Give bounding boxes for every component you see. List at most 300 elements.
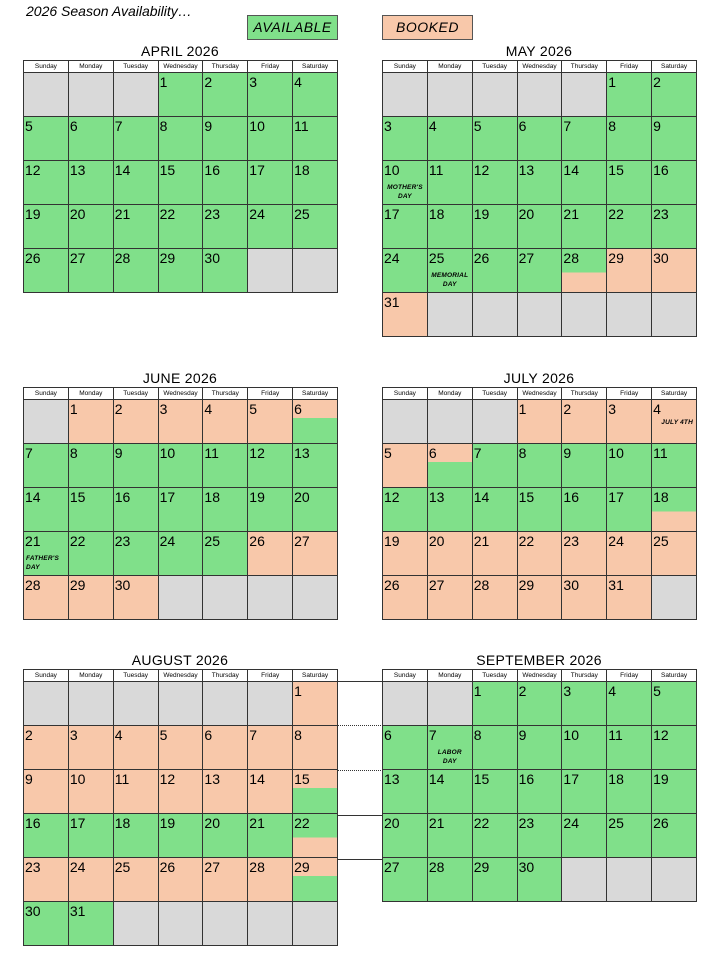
day-cell[interactable]	[652, 770, 697, 814]
day-cell[interactable]	[69, 205, 114, 249]
day-number: 16	[563, 489, 579, 505]
day-cell[interactable]	[24, 444, 69, 488]
day-cell[interactable]	[24, 532, 69, 576]
day-cell[interactable]	[607, 814, 652, 858]
day-cell[interactable]	[607, 682, 652, 726]
day-number: 21	[428, 815, 445, 831]
day-number: 12	[159, 771, 176, 787]
day-number: 17	[563, 771, 579, 787]
day-cell[interactable]	[114, 205, 159, 249]
weekday-header: Wednesday	[518, 388, 563, 400]
day-number: 14	[114, 162, 131, 178]
month-title: AUGUST 2026	[131, 652, 229, 668]
day-cell[interactable]	[473, 682, 518, 726]
day-cell[interactable]	[562, 400, 607, 444]
day-number: 7	[25, 445, 33, 461]
day-number: 1	[159, 74, 168, 90]
day-number: 24	[608, 533, 624, 549]
empty-cell	[248, 249, 293, 293]
day-cell[interactable]	[562, 770, 607, 814]
holiday-label: MOTHER'S DAY	[387, 184, 423, 200]
empty-cell	[114, 902, 159, 946]
day-cell[interactable]	[24, 117, 69, 161]
day-cell[interactable]	[293, 682, 338, 726]
day-number: 7	[473, 445, 482, 461]
day-cell[interactable]	[518, 205, 563, 249]
day-cell[interactable]	[428, 858, 473, 902]
day-cell[interactable]	[293, 205, 338, 249]
weekday-header: Monday	[69, 670, 114, 682]
weekday-header: Saturday	[652, 670, 697, 682]
day-cell[interactable]	[428, 488, 473, 532]
day-cell[interactable]	[203, 488, 248, 532]
day-cell[interactable]	[69, 488, 114, 532]
day-number: 29	[69, 577, 86, 593]
day-cell[interactable]	[203, 814, 248, 858]
day-number: 1	[608, 74, 617, 90]
day-cell[interactable]	[428, 726, 473, 770]
day-cell[interactable]	[159, 726, 204, 770]
day-cell[interactable]	[293, 73, 338, 117]
day-cell[interactable]	[24, 814, 69, 858]
day-cell[interactable]	[562, 205, 607, 249]
month-grid	[23, 60, 338, 293]
day-cell[interactable]	[562, 444, 607, 488]
day-cell[interactable]	[383, 249, 428, 293]
day-cell[interactable]	[248, 488, 293, 532]
day-cell[interactable]	[159, 814, 204, 858]
day-cell[interactable]	[69, 814, 114, 858]
day-cell[interactable]	[293, 532, 338, 576]
day-cell[interactable]	[383, 814, 428, 858]
day-cell[interactable]	[607, 532, 652, 576]
day-number: 26	[473, 250, 490, 266]
day-cell[interactable]	[159, 205, 204, 249]
weekday-header: Tuesday	[473, 670, 518, 682]
day-number: 22	[69, 533, 86, 549]
day-cell[interactable]	[562, 814, 607, 858]
empty-cell	[24, 400, 69, 444]
day-cell[interactable]	[203, 532, 248, 576]
day-number: 2	[653, 74, 661, 90]
day-cell[interactable]	[24, 161, 69, 205]
day-number: 13	[384, 771, 400, 787]
day-number: 13	[428, 489, 445, 505]
day-cell[interactable]	[24, 249, 69, 293]
day-cell[interactable]	[69, 161, 114, 205]
day-cell[interactable]	[248, 400, 293, 444]
day-number: 29	[518, 577, 535, 593]
day-cell[interactable]	[114, 858, 159, 902]
day-cell[interactable]	[473, 249, 518, 293]
day-cell[interactable]	[652, 205, 697, 249]
day-number: 12	[249, 445, 265, 461]
day-cell[interactable]	[24, 205, 69, 249]
day-cell[interactable]	[652, 400, 697, 444]
holiday-label: LABOR DAY	[437, 749, 462, 765]
day-cell[interactable]	[293, 161, 338, 205]
day-number: 19	[473, 206, 490, 222]
day-cell[interactable]	[203, 73, 248, 117]
day-cell[interactable]	[159, 444, 204, 488]
day-cell[interactable]	[428, 532, 473, 576]
day-cell[interactable]	[473, 205, 518, 249]
weekday-header: Friday	[248, 670, 293, 682]
day-cell[interactable]	[203, 858, 248, 902]
day-cell[interactable]	[69, 400, 114, 444]
day-number: 4	[294, 74, 302, 90]
day-number: 25	[114, 859, 131, 875]
weekday-header: Saturday	[293, 670, 338, 682]
day-cell[interactable]	[293, 444, 338, 488]
day-cell[interactable]	[428, 161, 473, 205]
day-cell[interactable]	[248, 858, 293, 902]
day-cell[interactable]	[248, 814, 293, 858]
day-number: 29	[159, 250, 176, 266]
day-cell[interactable]	[428, 117, 473, 161]
day-number: 30	[653, 250, 669, 266]
day-number: 24	[563, 815, 579, 831]
day-number: 5	[25, 118, 33, 134]
day-cell[interactable]	[562, 161, 607, 205]
empty-cell	[293, 902, 338, 946]
day-cell[interactable]	[293, 858, 338, 902]
empty-cell	[159, 576, 204, 620]
day-cell[interactable]	[293, 488, 338, 532]
day-cell[interactable]	[24, 726, 69, 770]
day-cell[interactable]	[203, 726, 248, 770]
day-cell[interactable]	[562, 682, 607, 726]
day-cell[interactable]	[159, 249, 204, 293]
day-cell[interactable]	[562, 117, 607, 161]
day-number: 22	[473, 815, 490, 831]
day-cell[interactable]	[69, 770, 114, 814]
day-cell[interactable]	[293, 400, 338, 444]
weekday-header: Thursday	[203, 388, 248, 400]
day-cell[interactable]	[518, 117, 563, 161]
day-cell[interactable]	[383, 161, 428, 205]
day-cell[interactable]	[518, 770, 563, 814]
day-cell[interactable]	[114, 488, 159, 532]
day-cell[interactable]	[159, 161, 204, 205]
day-cell[interactable]	[383, 576, 428, 620]
day-cell[interactable]	[473, 117, 518, 161]
day-cell[interactable]	[248, 161, 293, 205]
day-number: 23	[204, 206, 220, 222]
day-number: 16	[114, 489, 131, 505]
day-cell[interactable]	[69, 444, 114, 488]
day-cell[interactable]	[293, 726, 338, 770]
weekday-header: Friday	[607, 388, 652, 400]
day-number: 3	[563, 683, 572, 699]
day-cell[interactable]	[607, 400, 652, 444]
day-number: 10	[249, 118, 265, 134]
day-cell[interactable]	[203, 770, 248, 814]
month-grid	[382, 669, 697, 902]
day-cell[interactable]	[114, 249, 159, 293]
day-number: 3	[69, 727, 78, 743]
weekday-header: Thursday	[562, 61, 607, 73]
empty-cell	[607, 293, 652, 337]
day-cell[interactable]	[383, 488, 428, 532]
day-number: 23	[563, 533, 579, 549]
day-number: 6	[204, 727, 213, 743]
day-number: 8	[473, 727, 482, 743]
day-cell[interactable]	[159, 532, 204, 576]
day-cell[interactable]	[428, 249, 473, 293]
day-cell[interactable]	[69, 726, 114, 770]
empty-cell	[248, 576, 293, 620]
day-number: 15	[294, 771, 310, 787]
day-cell[interactable]	[69, 902, 114, 946]
empty-cell	[159, 902, 204, 946]
empty-cell	[428, 682, 473, 726]
day-number: 9	[653, 118, 661, 134]
day-cell[interactable]	[518, 444, 563, 488]
day-cell[interactable]	[607, 205, 652, 249]
day-cell[interactable]	[428, 444, 473, 488]
day-number: 13	[204, 771, 220, 787]
day-cell[interactable]	[518, 400, 563, 444]
day-cell[interactable]	[607, 726, 652, 770]
day-cell[interactable]	[518, 726, 563, 770]
day-cell[interactable]	[69, 249, 114, 293]
day-cell[interactable]	[383, 293, 428, 337]
weekday-header: Thursday	[203, 670, 248, 682]
day-cell[interactable]	[652, 117, 697, 161]
day-number: 23	[114, 533, 131, 549]
day-cell[interactable]	[293, 770, 338, 814]
day-number: 28	[114, 250, 131, 266]
day-number: 14	[563, 162, 579, 178]
day-number: 22	[159, 206, 176, 222]
day-cell[interactable]	[114, 532, 159, 576]
day-cell[interactable]	[69, 576, 114, 620]
day-cell[interactable]	[159, 858, 204, 902]
day-cell[interactable]	[652, 726, 697, 770]
empty-cell	[607, 858, 652, 902]
day-cell[interactable]	[114, 814, 159, 858]
weekday-header: Friday	[248, 61, 293, 73]
day-cell[interactable]	[24, 576, 69, 620]
day-cell[interactable]	[428, 770, 473, 814]
day-cell[interactable]	[473, 576, 518, 620]
empty-cell	[473, 400, 518, 444]
day-number: 4	[608, 683, 617, 699]
day-cell[interactable]	[69, 532, 114, 576]
holiday-label: FATHER'S DAY	[26, 555, 59, 571]
day-cell[interactable]	[24, 488, 69, 532]
empty-cell	[248, 682, 293, 726]
day-cell[interactable]	[518, 532, 563, 576]
day-number: 25	[653, 533, 669, 549]
day-cell[interactable]	[114, 400, 159, 444]
day-cell[interactable]	[518, 161, 563, 205]
empty-cell	[652, 293, 697, 337]
day-cell[interactable]	[473, 161, 518, 205]
day-cell[interactable]	[562, 532, 607, 576]
weekday-header: Saturday	[293, 61, 338, 73]
weekday-header: Saturday	[652, 388, 697, 400]
day-cell[interactable]	[159, 117, 204, 161]
divider-line	[337, 681, 383, 682]
day-cell[interactable]	[473, 726, 518, 770]
day-cell[interactable]	[203, 161, 248, 205]
day-cell[interactable]	[114, 770, 159, 814]
day-number: 14	[473, 489, 490, 505]
day-cell[interactable]	[383, 444, 428, 488]
day-cell[interactable]	[24, 902, 69, 946]
day-cell[interactable]	[607, 161, 652, 205]
day-number: 21	[563, 206, 579, 222]
day-cell[interactable]	[562, 726, 607, 770]
day-cell[interactable]	[428, 576, 473, 620]
day-number: 26	[653, 815, 669, 831]
day-cell[interactable]	[518, 249, 563, 293]
day-number: 15	[473, 771, 490, 787]
day-cell[interactable]	[473, 770, 518, 814]
day-cell[interactable]	[383, 770, 428, 814]
day-cell[interactable]	[562, 249, 607, 293]
day-cell[interactable]	[114, 726, 159, 770]
day-number: 1	[473, 683, 482, 699]
empty-cell	[428, 400, 473, 444]
day-cell[interactable]	[607, 444, 652, 488]
day-cell[interactable]	[562, 576, 607, 620]
day-cell[interactable]	[159, 73, 204, 117]
weekday-header: Sunday	[24, 61, 69, 73]
day-cell[interactable]	[203, 444, 248, 488]
day-number: 10	[69, 771, 86, 787]
day-number: 20	[518, 206, 535, 222]
day-cell[interactable]	[652, 682, 697, 726]
day-cell[interactable]	[248, 444, 293, 488]
day-cell[interactable]	[607, 488, 652, 532]
day-cell[interactable]	[518, 488, 563, 532]
day-cell[interactable]	[652, 488, 697, 532]
day-cell[interactable]	[383, 532, 428, 576]
day-cell[interactable]	[248, 117, 293, 161]
day-number: 8	[69, 445, 78, 461]
weekday-header: Monday	[428, 670, 473, 682]
day-cell[interactable]	[203, 117, 248, 161]
day-number: 23	[25, 859, 41, 875]
day-cell[interactable]	[293, 117, 338, 161]
day-cell[interactable]	[652, 161, 697, 205]
day-number: 22	[608, 206, 624, 222]
day-cell[interactable]	[114, 576, 159, 620]
day-cell[interactable]	[24, 858, 69, 902]
day-number: 7	[563, 118, 572, 134]
day-cell[interactable]	[652, 532, 697, 576]
day-cell[interactable]	[518, 858, 563, 902]
day-cell[interactable]	[383, 858, 428, 902]
day-cell[interactable]	[203, 249, 248, 293]
day-cell[interactable]	[607, 770, 652, 814]
divider-line	[337, 859, 383, 860]
day-cell[interactable]	[518, 682, 563, 726]
day-number: 25	[294, 206, 310, 222]
day-cell[interactable]	[428, 814, 473, 858]
day-cell[interactable]	[383, 117, 428, 161]
day-cell[interactable]	[114, 161, 159, 205]
month-title: JUNE 2026	[142, 370, 218, 386]
day-cell[interactable]	[518, 814, 563, 858]
day-cell[interactable]	[248, 770, 293, 814]
day-cell[interactable]	[652, 249, 697, 293]
empty-cell	[293, 576, 338, 620]
day-number: 12	[384, 489, 400, 505]
day-number: 21	[25, 533, 41, 549]
day-number: 11	[608, 727, 623, 743]
day-cell[interactable]	[473, 488, 518, 532]
day-number: 13	[518, 162, 535, 178]
day-cell[interactable]	[159, 400, 204, 444]
day-number: 30	[114, 577, 131, 593]
month-grid	[382, 60, 697, 337]
day-cell[interactable]	[248, 726, 293, 770]
day-cell[interactable]	[652, 73, 697, 117]
day-number: 2	[114, 401, 123, 417]
day-cell[interactable]	[248, 73, 293, 117]
day-cell[interactable]	[518, 576, 563, 620]
empty-cell	[562, 73, 607, 117]
day-cell[interactable]	[203, 400, 248, 444]
day-cell[interactable]	[114, 444, 159, 488]
day-cell[interactable]	[607, 576, 652, 620]
day-number: 16	[25, 815, 41, 831]
day-cell[interactable]	[248, 532, 293, 576]
day-cell[interactable]	[383, 726, 428, 770]
day-number: 8	[518, 445, 527, 461]
day-cell[interactable]	[293, 814, 338, 858]
day-cell[interactable]	[607, 73, 652, 117]
weekday-header: Friday	[248, 388, 293, 400]
day-cell[interactable]	[607, 249, 652, 293]
day-cell[interactable]	[24, 770, 69, 814]
day-cell[interactable]	[652, 444, 697, 488]
day-cell[interactable]	[652, 814, 697, 858]
day-cell[interactable]	[473, 444, 518, 488]
day-number: 2	[204, 74, 213, 90]
day-cell[interactable]	[473, 532, 518, 576]
day-cell[interactable]	[69, 117, 114, 161]
day-cell[interactable]	[69, 858, 114, 902]
day-cell[interactable]	[114, 117, 159, 161]
day-number: 10	[384, 162, 400, 178]
day-cell[interactable]	[428, 205, 473, 249]
day-number: 27	[384, 859, 400, 875]
day-cell[interactable]	[383, 205, 428, 249]
day-number: 12	[473, 162, 490, 178]
day-number: 30	[204, 250, 220, 266]
empty-cell	[428, 73, 473, 117]
day-number: 3	[159, 401, 168, 417]
day-number: 15	[69, 489, 86, 505]
day-cell[interactable]	[473, 814, 518, 858]
day-cell[interactable]	[159, 488, 204, 532]
day-cell[interactable]	[562, 488, 607, 532]
day-cell[interactable]	[607, 117, 652, 161]
day-number: 5	[384, 445, 392, 461]
day-number: 2	[25, 727, 33, 743]
day-cell[interactable]	[159, 770, 204, 814]
day-cell[interactable]	[203, 205, 248, 249]
day-number: 3	[384, 118, 392, 134]
day-number: 29	[608, 250, 624, 266]
day-cell[interactable]	[473, 858, 518, 902]
day-cell[interactable]	[248, 205, 293, 249]
